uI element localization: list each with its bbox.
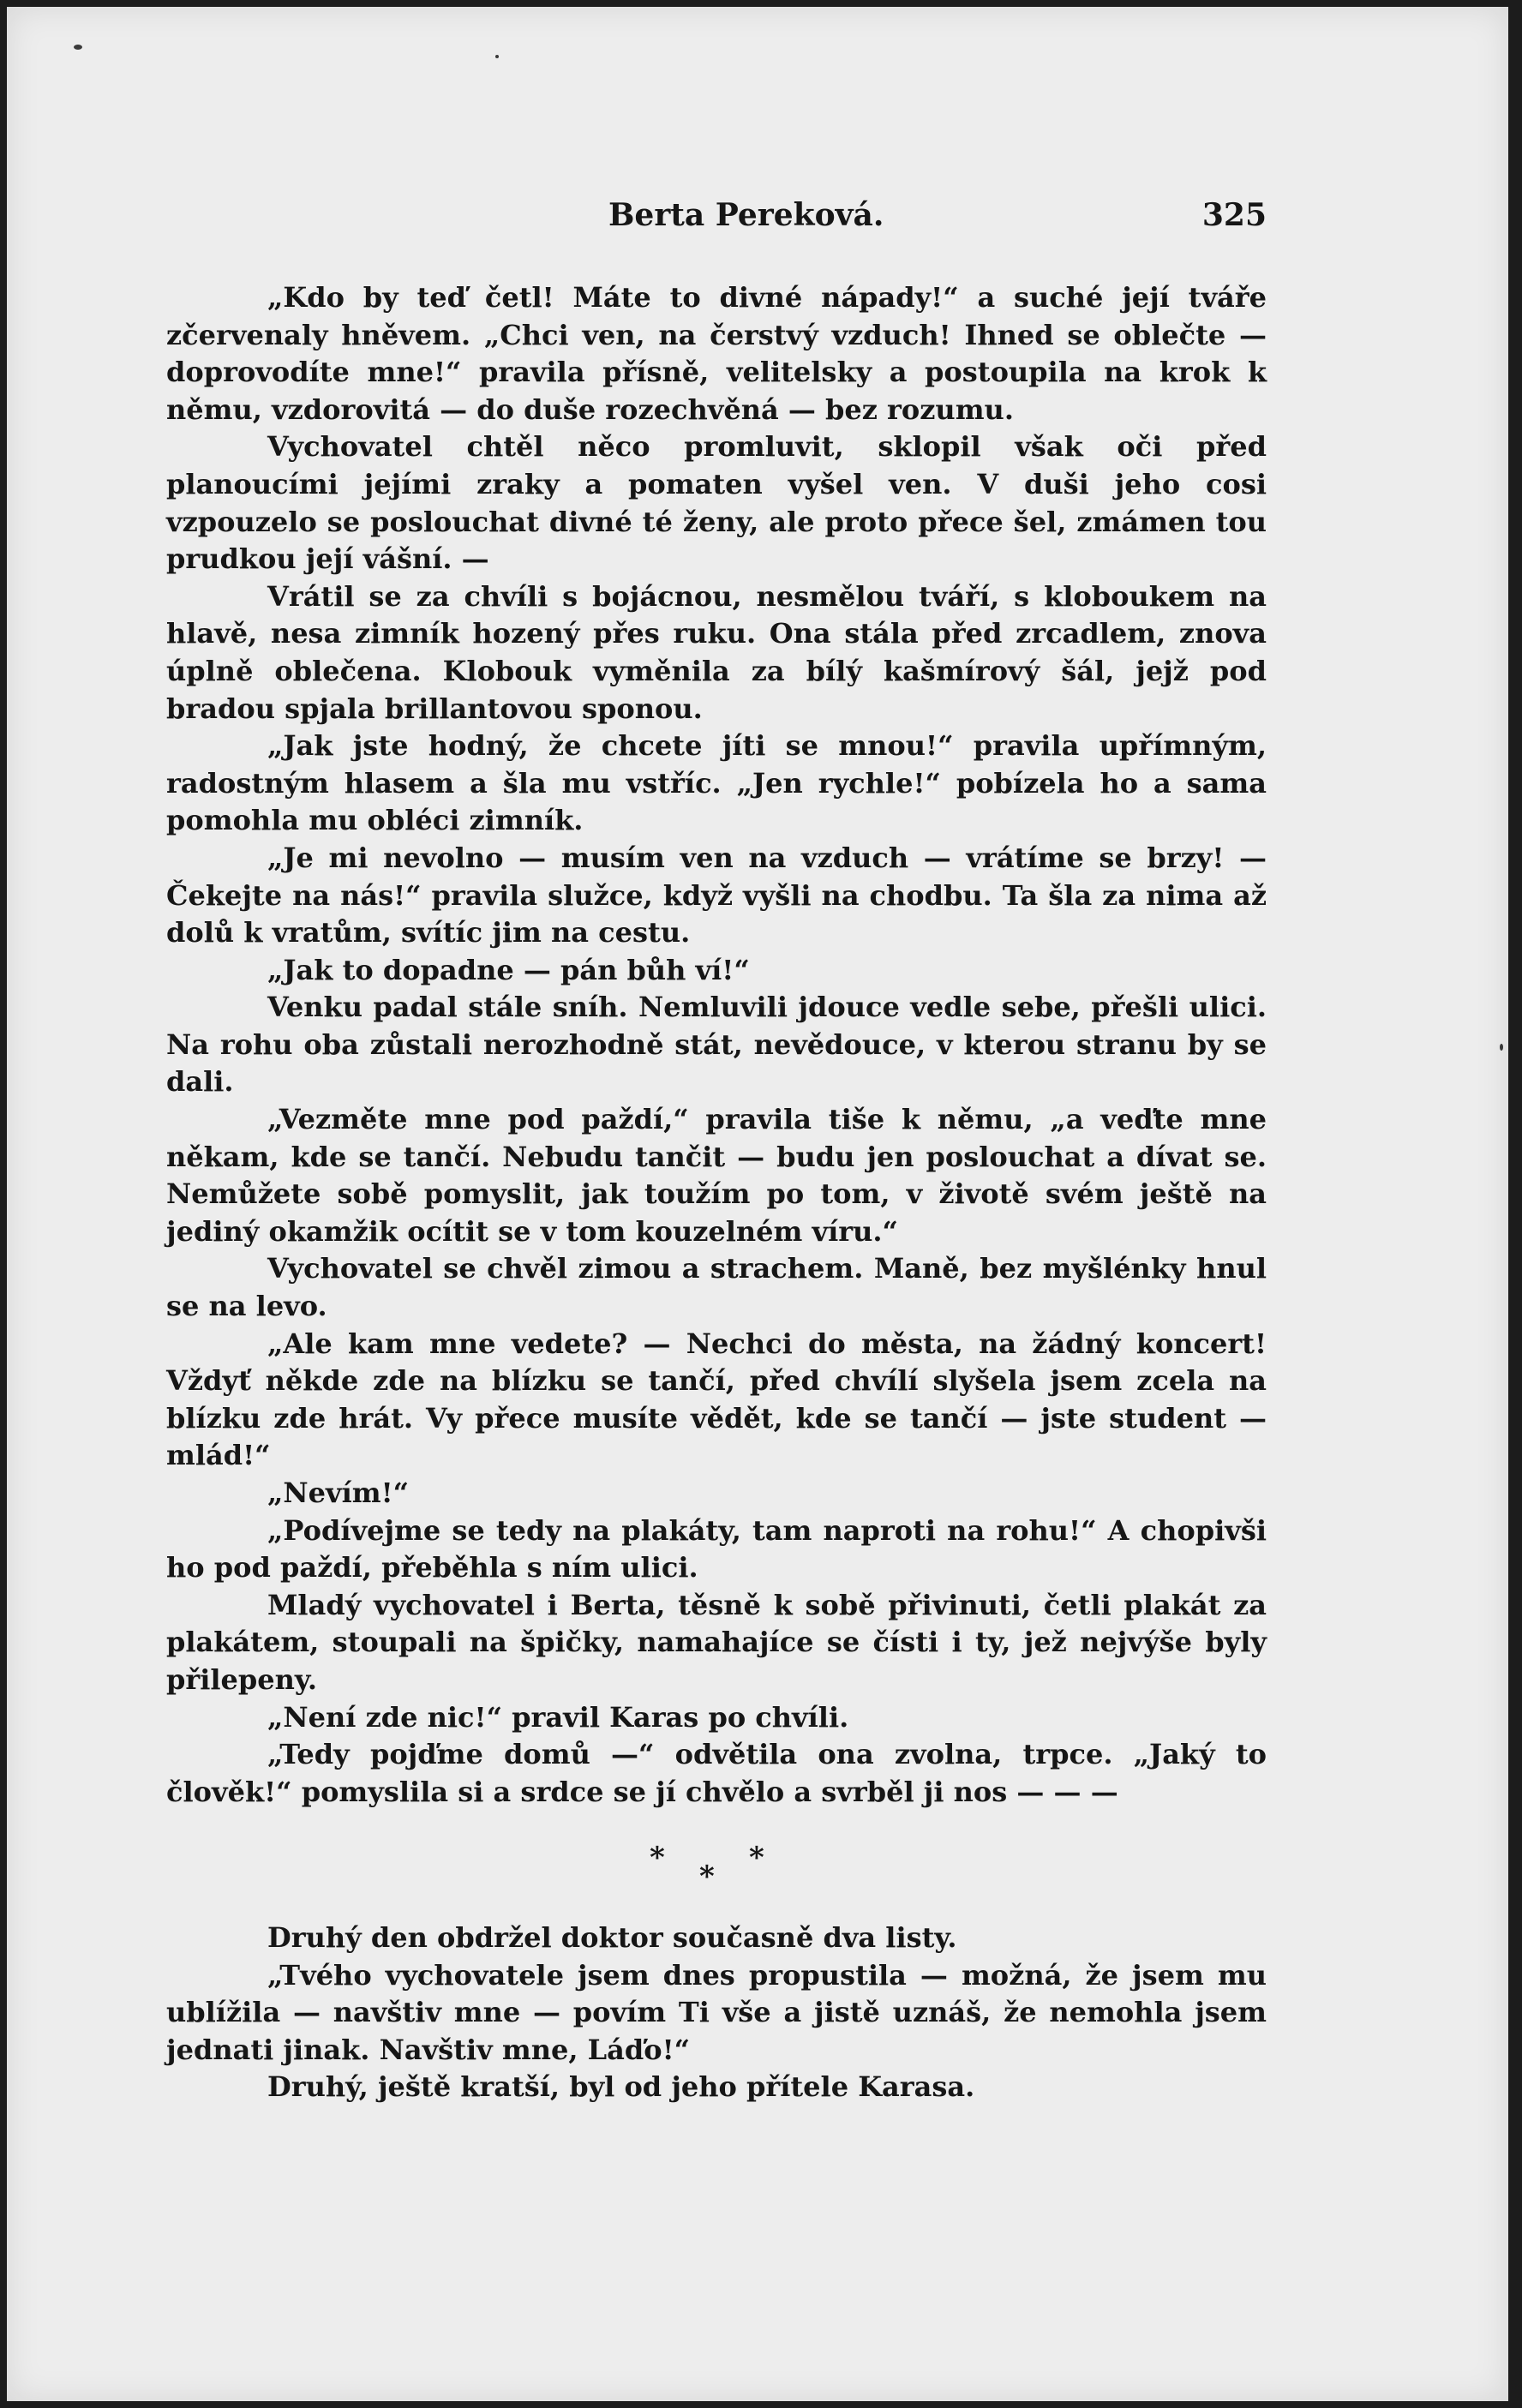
paragraph: Venku padal stále sníh. Nemluvili jdouce vedle sebe, přešli ulici. Na rohu oba zůstali nerozhodně stát, nevědouce, v kterou stranu by se dali. — [166, 991, 1267, 1099]
paragraph: „Jak to dopadne — pán bůh ví!“ — [267, 953, 750, 986]
asterisk: * — [650, 1841, 665, 1875]
asterisk: * — [699, 1860, 715, 1894]
paper-speck — [1500, 1044, 1503, 1051]
paragraph: „Tedy pojďme domů —“ odvětila ona zvolna, trpce. „Jaký to člověk!“ pomyslila si a srdce se jí chvělo a svrběl ji nos — — — — [166, 1738, 1267, 1808]
page-number: 325 — [1201, 197, 1267, 233]
paragraph: „Jak jste hodný, že chcete jíti se mnou!“ pravila upřímným, radostným hlasem a šla mu vstříc. „Jen rychle!“ pobízela ho a sama pomohla mu obléci zimník. — [166, 729, 1267, 837]
paragraph: „Vezměte mne pod paždí,“ pravila tiše k němu, „a veďte mne někam, kde se tančí. Nebudu tančit — budu jen poslouchat a dívat se. Nemůžete sobě pomyslit, jak toužím po tom, v životě svém ještě na jediný okamžik ocítit se v tom kouzelném víru.“ — [166, 1103, 1267, 1248]
paragraph: Druhý, ještě kratší, byl od jeho přítele Karasa. — [267, 2070, 975, 2104]
paragraph: „Tvého vychovatele jsem dnes propustila — možná, že jsem mu ublížila — navštiv mne — povím Ti vše a jistě uznáš, že nemohla jsem jednati jinak. Navštiv mne, Láďo!“ — [166, 1958, 1267, 2066]
paragraph: „Ale kam mne vedete? — Nechci do města, na žádný koncert! Vždyť někde zde na blízku se tančí, před chvílí slyšela jsem zcela na blízku zde hrát. Vy přece musíte vědět, kde se tančí — jste student — mlád!“ — [166, 1327, 1267, 1472]
body-text — [166, 279, 1267, 1811]
paragraph: „Není zde nic!“ pravil Karas po chvíli. — [267, 1700, 849, 1734]
page-header — [166, 197, 1267, 231]
paragraph: Druhý den obdržel doktor současně dva listy. — [267, 1921, 957, 1954]
paragraph: „Je mi nevolno — musím ven na vzduch — vrátíme se brzy! — Čekejte na nás!“ pravila služce, když vyšli na chodbu. Ta šla za nima až dolů k vratům, svítíc jim na cestu. — [166, 841, 1267, 949]
paper-speck — [495, 55, 499, 58]
paragraph: „Kdo by teď četl! Máte to divné nápady!“ a suché její tváře zčervenaly hněvem. „Chci ven, na čerstvý vzduch! Ihned se oblečte — doprovodíte mne!“ pravila přísně, velitelsky a postoupila na krok k němu, vzdorovitá — do duše rozechvěná — bez rozumu. — [166, 281, 1267, 426]
asterisk: * — [749, 1841, 764, 1875]
paragraph: Mladý vychovatel i Berta, těsně k sobě přivinuti, četli plakát za plakátem, stoupali na špičky, namahajíce se čísti i ty, jež nejvýše byly přilepeny. — [166, 1588, 1267, 1696]
paper-speck — [74, 45, 82, 50]
body-text-after-break — [166, 1920, 1267, 2106]
section-break-asterisks — [648, 1841, 768, 1892]
paragraph: „Nevím!“ — [267, 1477, 410, 1509]
paragraph: Vychovatel se chvěl zimou a strachem. Maně, bez myšlénky hnul se na levo. — [166, 1252, 1267, 1323]
paragraph: Vrátil se za chvíli s bojácnou, nesmělou tváří, s kloboukem na hlavě, nesa zimník hozený přes ruku. Ona stála před zrcadlem, znova úplně oblečena. Klobouk vyměnila za bílý kašmírový šál, jejž pod bradou spjala brillantovou sponou. — [166, 579, 1267, 725]
paragraph: Vychovatel chtěl něco promluvit, sklopil však oči před planoucími jejími zraky a pomaten vyšel ven. V duši jeho cosi vzpouzelo se poslouchat divné té ženy, ale proto přece šel, zmámen tou prudkou její vášní. — — [166, 430, 1267, 576]
running-title: Berta Pereková. — [608, 197, 884, 233]
paragraph: „Podívejme se tedy na plakáty, tam naproti na rohu!“ A chopivši ho pod paždí, přeběhla s ním ulici. — [166, 1513, 1267, 1584]
book-page — [7, 7, 1508, 2401]
